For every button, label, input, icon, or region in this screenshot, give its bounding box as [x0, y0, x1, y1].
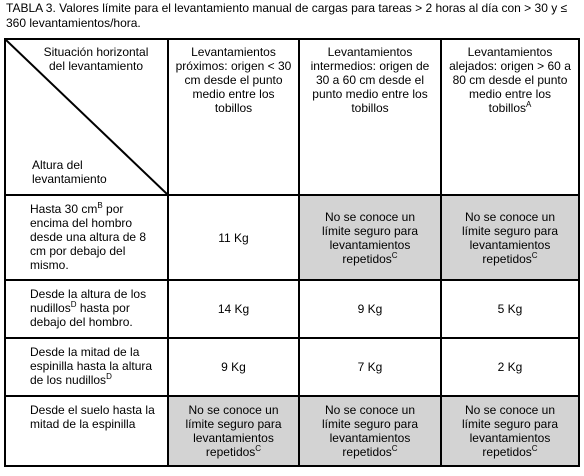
lifting-limits-table — [4, 38, 580, 467]
column-header-far: Levantamientos alejados: origen > 60 a 80 cm desde el punto medio entre los tobillos$^A$ — [441, 39, 579, 195]
unknown-limit-cell: No se conoce un límite seguro para levantamientos repetidos$^C$ — [299, 195, 441, 280]
row-label: Hasta 30 $cm^B$ por encima del hombro desde una altura de 8 cm por debajo del mismo. — [5, 195, 168, 280]
value-cell: 9 Kg — [299, 280, 441, 338]
value-cell: 2 Kg — [441, 338, 579, 396]
table-row — [5, 195, 579, 280]
header-row — [5, 39, 579, 195]
unknown-limit-cell: No se conoce un límite seguro para levantamientos repetidos$^C$ — [168, 396, 299, 466]
table-row — [5, 338, 579, 396]
unknown-limit-cell: No se conoce un límite seguro para levantamientos repetidos$^C$ — [299, 396, 441, 466]
unknown-limit-cell: No se conoce un límite seguro para levantamientos repetidos$^C$ — [441, 195, 579, 280]
horizontal-situation-label: Situación horizontal del levantamiento — [43, 45, 149, 73]
column-header-near: Levantamientos próximos: origen < 30 cm desde el punto medio entre los tobillos — [168, 39, 299, 195]
value-cell: 11 Kg — [168, 195, 299, 280]
table-row — [5, 396, 579, 466]
table-row — [5, 280, 579, 338]
value-cell: 9 Kg — [168, 338, 299, 396]
unknown-limit-cell: No se conoce un límite seguro para levantamientos repetidos$^C$ — [441, 396, 579, 466]
value-cell: 7 Kg — [299, 338, 441, 396]
corner-cell — [5, 39, 168, 195]
lift-height-label: Altura del levantamiento — [32, 158, 107, 186]
value-cell: 14 Kg — [168, 280, 299, 338]
column-header-intermediate: Levantamientos intermedios: origen de 30 a 60 cm desde el punto medio entre los tobillos — [299, 39, 441, 195]
row-label: Desde la altura de los nudillos$^D$ hasta por debajo del hombro. — [5, 280, 168, 338]
value-cell: 5 Kg — [441, 280, 579, 338]
table-caption: TABLA 3. Valores límite para el levantamiento manual de cargas para tareas > 2 horas al día con > 30 y ≤ 360 levantamientos/hora. — [6, 1, 568, 30]
row-label: Desde el suelo hasta la mitad de la espinilla — [5, 396, 168, 466]
row-label: Desde la mitad de la espinilla hasta la altura de los nudillos$^D$ — [5, 338, 168, 396]
